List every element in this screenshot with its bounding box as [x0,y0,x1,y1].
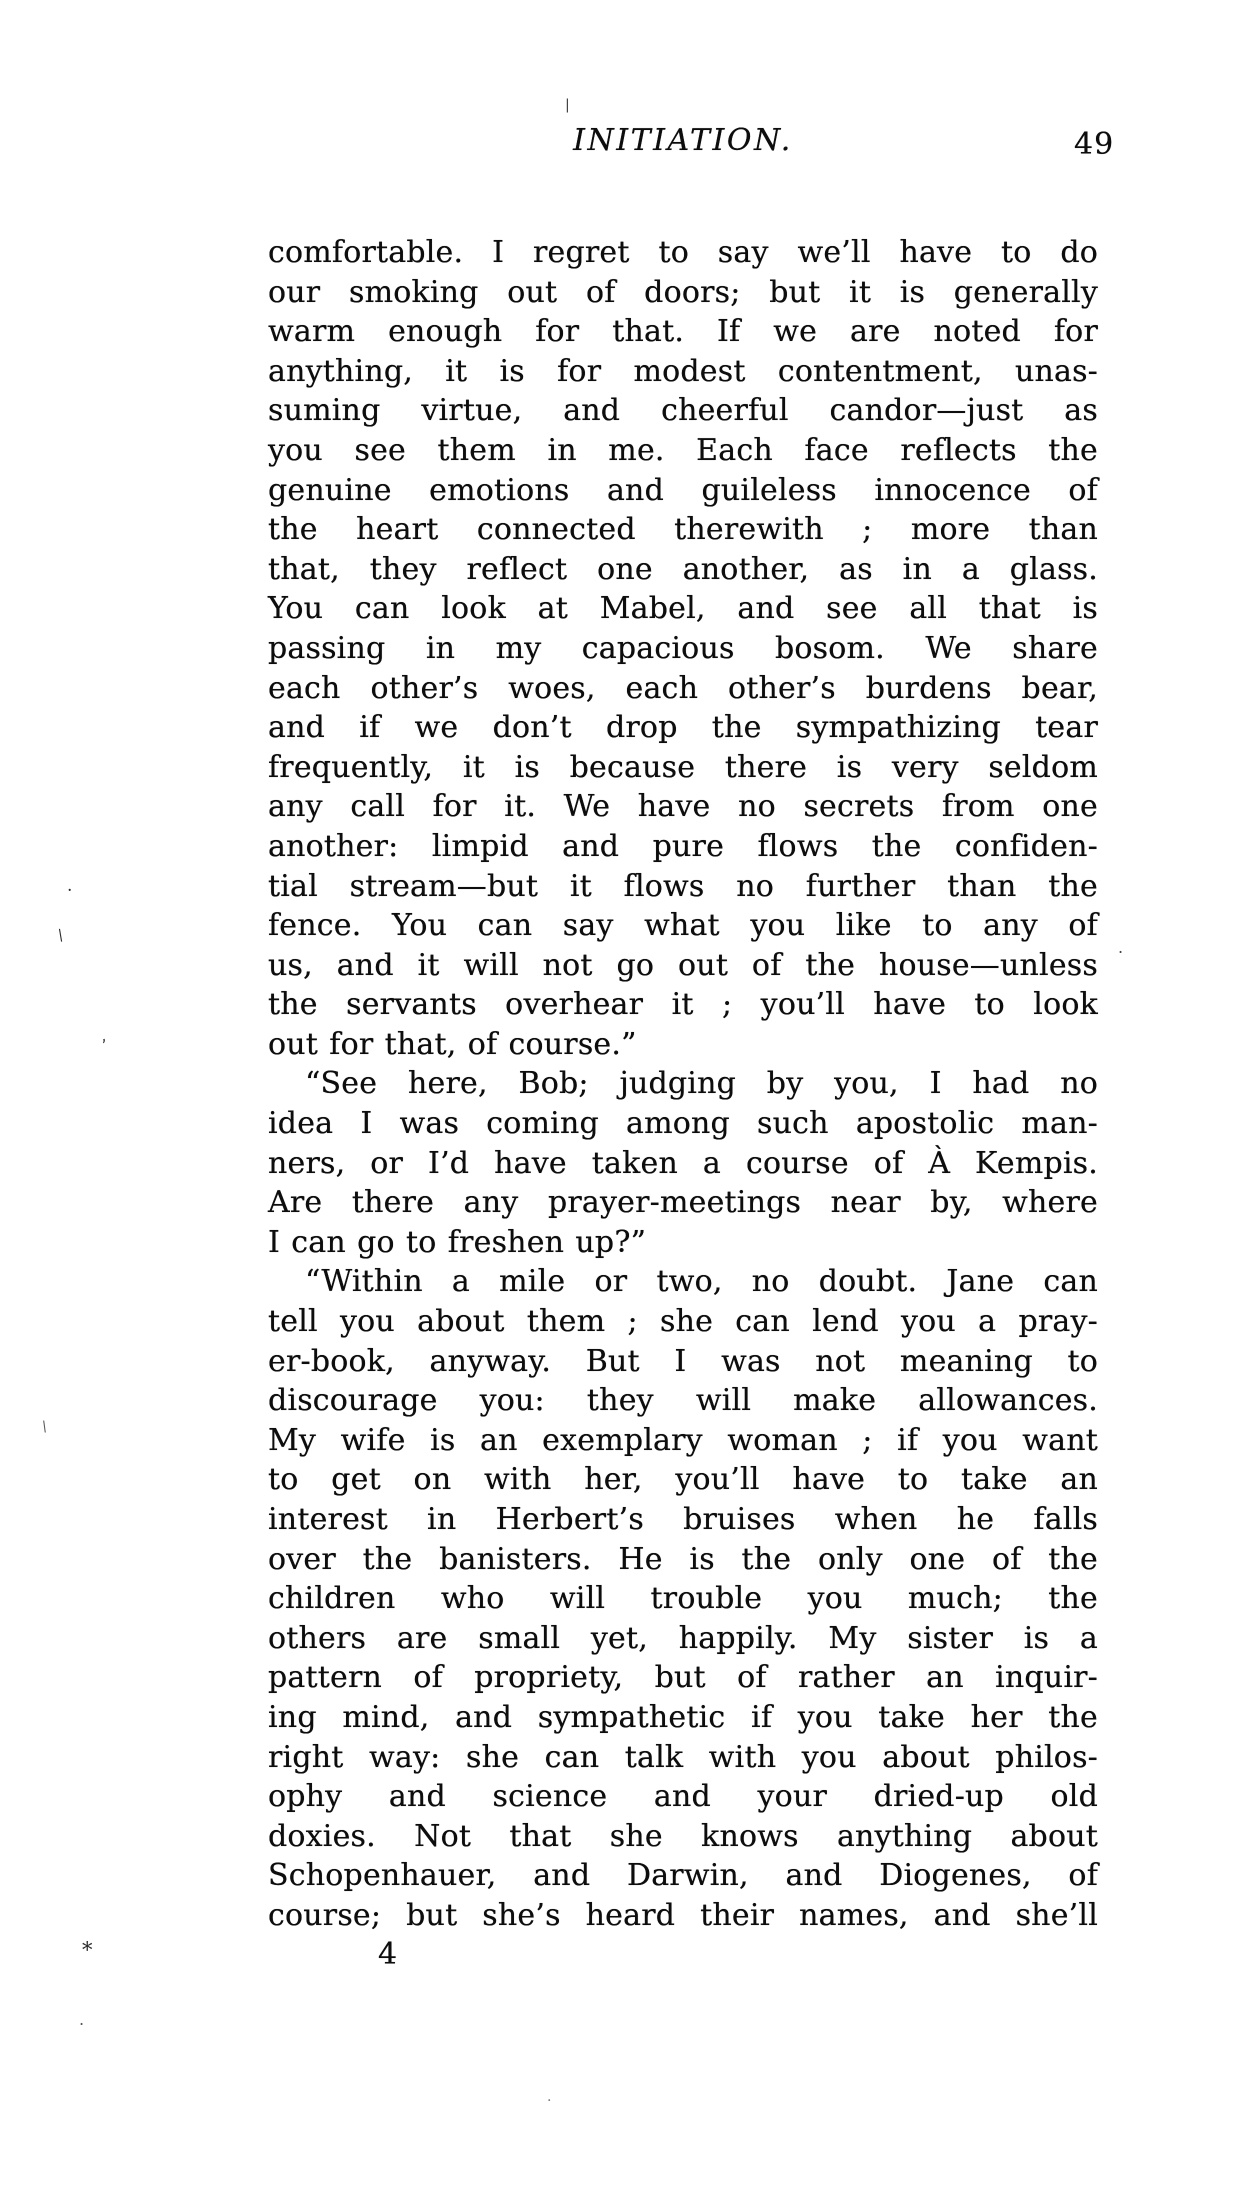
text-line: fence. You can say what you like to any of [268,908,1098,944]
text-line: tial stream—but it flows no further than the [268,868,1098,904]
text-line: genuine emotions and guileless innocence of [268,472,1098,508]
text-line: discourage you: they will make allowances. [268,1383,1098,1419]
text-line: pattern of propriety, but of rather an inquir- [268,1660,1098,1696]
ink-speck-dot: . [79,2010,85,2029]
text-line: Are there any prayer-meetings near by, where [268,1185,1098,1221]
text-line: out for that, of course.” [268,1026,637,1062]
text-line: children who will trouble you much; the [268,1581,1098,1617]
text-line: warm enough for that. If we are noted for [268,314,1098,350]
text-line: our smoking out of doors; but it is generally [268,274,1098,310]
text-line: comfortable. I regret to say we’ll have to do [268,235,1098,270]
text-line: My wife is an exemplary woman ; if you want [268,1422,1098,1458]
ink-speck-slash: \ [56,925,65,945]
text-line: over the banisters. He is the only one of the [268,1541,1098,1577]
text-line: course; but she’s heard their names, and she’ll [268,1897,1098,1933]
text-line: the heart connected therewith ; more than [268,512,1098,548]
text-line: ing mind, and sympathetic if you take her the [268,1699,1098,1735]
text-line: frequently, it is because there is very seldom [268,749,1098,785]
text-line: I can go to freshen up?” [268,1224,647,1260]
text-body [268,233,1098,1936]
text-line: You can look at Mabel, and see all that is [268,591,1098,627]
running-title: INITIATION. [573,123,793,158]
text-line: Schopenhauer, and Darwin, and Diogenes, of [268,1858,1098,1894]
page-number: 49 [1074,127,1115,162]
text-line: to get on with her, you’ll have to take an [268,1462,1098,1498]
text-line: right way: she can talk with you about philos- [268,1739,1098,1775]
text-line: suming virtue, and cheerful candor—just as [268,393,1098,429]
text-line: doxies. Not that she knows anything about [268,1818,1098,1854]
text-line: interest in Herbert’s bruises when he falls [268,1502,1098,1537]
ink-speck-dot: . [547,2089,552,2105]
text-line: you see them in me. Each face reflects the [268,432,1098,468]
text-line: that, they reflect one another, as in a glass. [268,551,1098,587]
text-line: passing in my capacious bosom. We share [268,630,1098,666]
text-line: any call for it. We have no secrets from one [268,789,1098,825]
ink-speck-slash: \ [40,1418,49,1436]
text-line: each other’s woes, each other’s burdens bear, [268,670,1098,706]
ink-speck-comma: , [96,1025,109,1046]
ink-speck-asterisk: * [82,1938,93,1962]
text-line: and if we don’t drop the sympathizing tear [268,710,1098,746]
text-line: “Within a mile or two, no doubt. Jane can [305,1264,1098,1300]
ink-speck-dot: . [67,876,73,896]
signature-mark: 4 [378,1937,398,1972]
text-line: the servants overhear it ; you’ll have to look [268,987,1098,1023]
text-line: anything, it is for modest contentment, unas- [268,353,1098,389]
text-line: ners, or I’d have taken a course of À Kempis. [268,1145,1098,1181]
ink-speck-tick: | [565,97,570,113]
ink-speck-dot: . [1118,938,1124,957]
text-line: another: limpid and pure flows the confiden- [268,828,1098,864]
text-line: ophy and science and your dried-up old [268,1779,1098,1815]
text-line: idea I was coming among such apostolic man- [268,1106,1098,1142]
text-line: “See here, Bob; judging by you, I had no [305,1066,1098,1102]
text-line: us, and it will not go out of the house—unless [268,947,1098,983]
text-line: others are small yet, happily. My sister is a [268,1620,1098,1656]
text-line: er-book, anyway. But I was not meaning to [268,1343,1098,1379]
text-line: tell you about them ; she can lend you a pray- [268,1304,1098,1340]
